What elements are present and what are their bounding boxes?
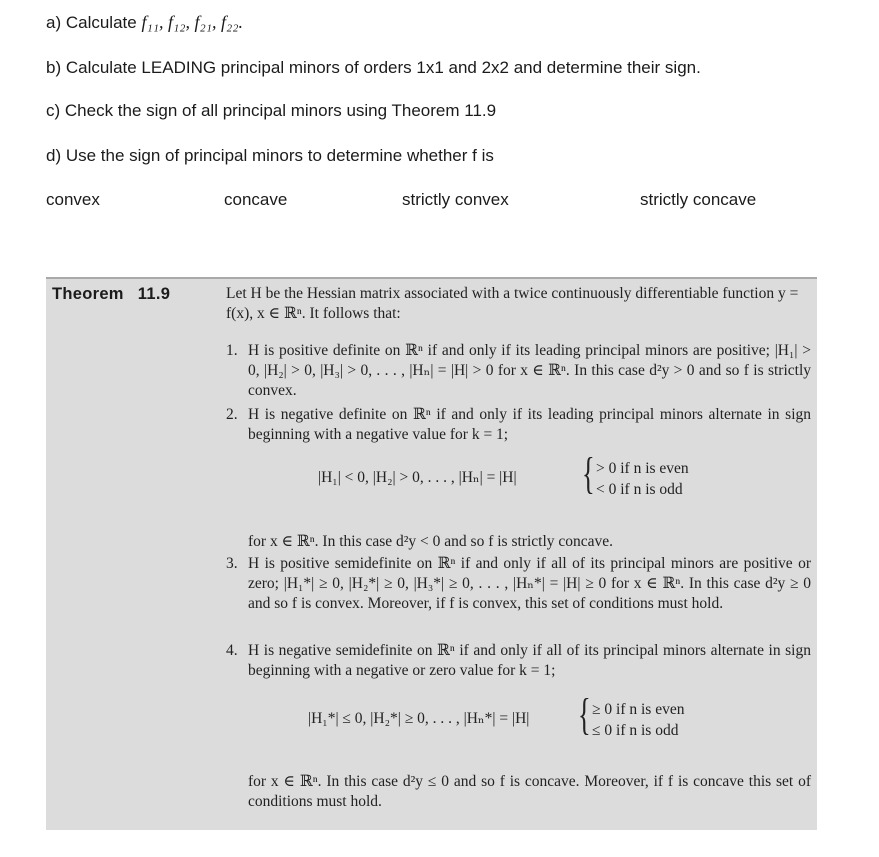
item-2-case-even: > 0 if n is even [596,460,689,477]
theorem-item-4 [226,641,811,681]
item-4-number: 4. [226,642,238,659]
item-1-text: H is positive definite on ℝⁿ if and only if its leading principal minors are positive; |H₁| > 0, |H₂| > 0, |H₃| > 0, . . . , |Hₙ| = |H| > 0 for x ∈ ℝⁿ. In this case d²y > 0 and so f is strictly convex. [248,342,811,399]
theorem-intro: Let H be the Hessian matrix associated with a twice continuously differentiable function y = f(x), x ∈ ℝⁿ. It follows that: [226,285,799,322]
item-2-number: 2. [226,406,238,423]
option-strictly-concave: strictly concave [640,190,757,209]
option-concave: concave [224,190,288,209]
item-4-text: H is negative semidefinite on ℝⁿ if and only if all of its principal minors alternate in sign beginning with a negative or zero value for k = 1; [248,642,811,679]
question-b: b) Calculate LEADING principal minors of orders 1x1 and 2x2 and determine their sign. [46,58,701,77]
item-2-after: for x ∈ ℝⁿ. In this case d²y < 0 and so f is strictly concave. [248,533,614,550]
item-2-display [318,468,517,488]
item-2-brace: { [582,449,595,498]
item-4-display-lhs: |H₁*| ≤ 0, |H₂*| ≥ 0, . . . , |Hₙ*| = |H| [308,710,530,727]
item-4-cases [592,699,684,741]
theorem-label: Theorem [52,285,124,303]
item-1-number: 1. [226,342,238,359]
item-3-number: 3. [226,555,238,572]
item-2-display-lhs: |H₁| < 0, |H₂| > 0, . . . , |Hₙ| = |H| [318,469,517,486]
theorem-item-3 [226,554,811,614]
question-d: d) Use the sign of principal minors to determine whether f is [46,146,494,165]
theorem-box [46,277,817,830]
question-a-math: f₁₁, f₁₂, f₂₁, f₂₂. [141,12,244,32]
item-2-text: H is negative definite on ℝⁿ if and only if its leading principal minors alternate in sign beginning with a negative value for k = 1; [248,406,811,443]
item-4-display [308,709,529,729]
item-4-brace: { [578,690,591,739]
item-4-case-odd: ≤ 0 if n is odd [592,722,679,739]
theorem-item-2 [226,405,811,445]
theorem-number: 11.9 [137,285,171,303]
theorem-heading [52,285,170,304]
item-3-text: H is positive semidefinite on ℝⁿ if and only if all of its principal minors are positive or zero; |H₁*| ≥ 0, |H₂*| ≥ 0, |H₃*| ≥ 0, . . . , |Hₙ*| = |H| ≥ 0 for x ∈ ℝⁿ. In this case d²y ≥ 0 and so f is convex. Moreover, if f is convex, this set of conditions must hold. [248,555,811,612]
option-strictly-convex: strictly convex [402,190,509,209]
question-a-prefix: a) Calculate [46,13,137,32]
item-4-case-even: ≥ 0 if n is even [592,701,685,718]
item-2-cases [596,458,689,500]
question-c: c) Check the sign of all principal minors using Theorem 11.9 [46,101,497,120]
item-4-after: for x ∈ ℝⁿ. In this case d²y ≤ 0 and so f is concave. Moreover, if f is concave this set of conditions must hold. [248,773,811,810]
item-2-case-odd: < 0 if n is odd [596,481,683,498]
option-convex: convex [46,190,100,209]
question-a [46,12,243,33]
theorem-item-1 [226,341,811,401]
